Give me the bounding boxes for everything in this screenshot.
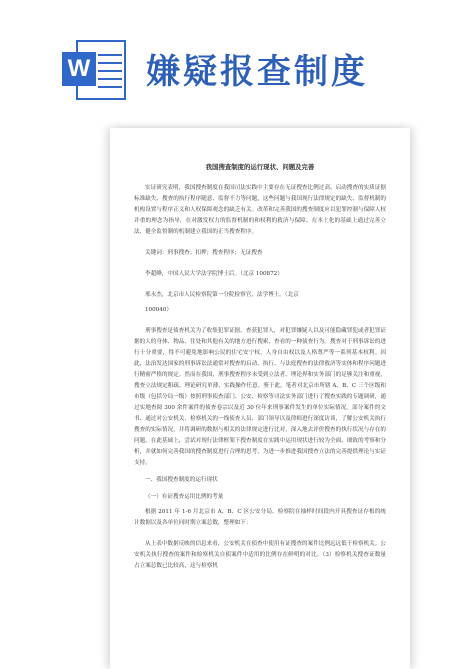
author-line-2-zip: 100040） — [145, 307, 172, 313]
section-heading-2: （一）有证搜查运用比例的考量 — [145, 494, 224, 500]
document-title: 我国搜查制度的运行现状、问题及完善 — [205, 163, 315, 171]
banner-title: 嫌疑报查制度 — [146, 52, 368, 92]
body-paragraph-3: 从上表中数据反映的信息来看，公安机关在侦查中使用有证搜查的案件比例远远低于检察机关。公安机关执行搜查的案件和检察机关自侦案件中适用的比例存在鲜明的对比。（3）检察机关搜查证数量占立案总数已比较高，这与检察机 — [134, 541, 386, 569]
document-body — [134, 162, 386, 576]
document-banner — [0, 0, 474, 130]
author-line-1: 李超峰，中国人民大学法学院博士后。（北京 100872） — [145, 271, 283, 277]
body-paragraph-1: 刑事搜查是侦查机关为了收集犯罪证据、查获犯罪人，对犯罪嫌疑人以及可能隐藏罪犯或者犯罪证据的人的身体、物品、住处和其他有关的地方进行搜索、查看的一种侦查行为。搜查对于刑事诉讼的进行十分重要，得不可避免地影响公民的住宅安宁权、人身自由权以及人格尊严等一系列基本权利。因此，法治发达国家的刑事诉讼法通常对搜查的启动、执行、与法庭搜查的法律救济等实体和程序问题进行精密严格的规定。然而在我国，刑事搜查程序未受到立法者、理论界和实务部门的足够关注和重视，搜查立法规定粗疏、理论研究单薄、实践操作任意。鉴于此，笔者对北京市所辖 A、B、C 三个区级和市级（包括分局一级）按照刑事侦查部门、公安、检察等司法实务部门进行了搜查实践的专题调研，通过实地查阅 300 余件案件的侦查卷宗以及近 30 位年来刑事案件发生的单位实际情况。部分案件的文书、通过对公安机关、检察机关的一线侦查人员、部门领导以及律师进行深度访谈，了解公安机关执行搜查的实际情况，并将调研的数据与相关的法律规定进行比对，深入地去评价搜查的执行状况与存在的问题。在此基础上，尝试对现行法律框架下搜查制度在实践中运用现状进行较为全面、细致的考察和分析，并就如何完善我国的搜查制度进行合理的思考，为进一步推进我国搜查立法的完善提供理论与实证支持。 — [134, 328, 386, 466]
word-document-icon — [62, 40, 126, 100]
abstract-paragraph: 实证研究表明，我国搜查制度在我国司法实践中主要存在无证搜查比例过高、启动搜查的实质证据标准缺失、搜查的执行程序随意、监督不力等问题，这些问题与我国现行法律规定的缺失、监督机制的机构设置与程序正义和人权保障观念的缺乏有关。改革和完善我国的搜查制度应以犯罪控制与保障人权并重的理念为指导，在对激发权力的监督机制的和权利的救济与保障、在本土化的基础上通过完善立法、健全监督制的机制建立我国的正当搜查程序。 — [134, 185, 386, 235]
keywords-line: 关键词：刑事搜查；扣押；搜查程序；无证搜查 — [145, 250, 263, 256]
body-paragraph-2: 根据 2011 年 1-6 月北京市 A、B、C 区公安分局、检察院在抽样时间段内开具搜查证存根的统计数据以及各单位同时期立案总数，整理如下： — [134, 509, 386, 526]
word-letter-badge: W — [62, 52, 96, 86]
author-line-2: 邢永杰，北京市人民检察院第一分院检察官，法学博士。（北京 — [145, 292, 299, 298]
section-heading-1: 一、我国搜查制度的运行现状 — [145, 477, 218, 483]
document-page — [110, 128, 410, 669]
